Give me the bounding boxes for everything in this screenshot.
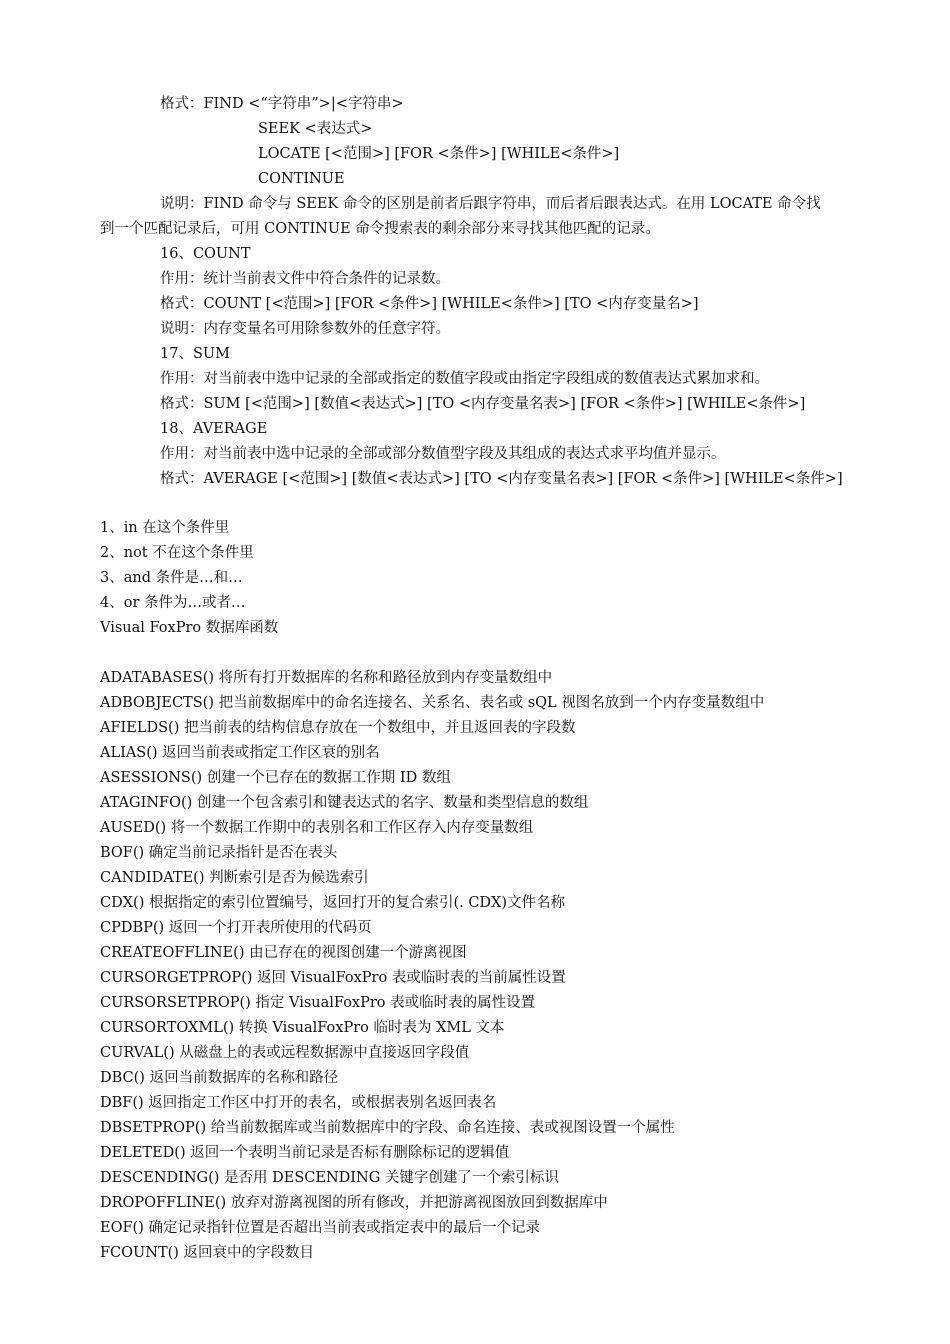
function-line: DESCENDING() 是否用 DESCENDING 关键字创建了一个索引标识 <box>100 1170 559 1186</box>
operator-in: 1、in 在这个条件里 <box>100 520 230 536</box>
sum-format: 格式：SUM [<范围>] [数值<表达式>] [TO <内存变量名表>] [FOR <条件>] [WHILE<条件>] <box>160 396 806 412</box>
function-line: ASESSIONS() 创建一个已存在的数据工作期 ID 数组 <box>100 770 451 786</box>
operator-not: 2、not 不在这个条件里 <box>100 545 254 561</box>
seek-format-line: SEEK <表达式> <box>258 121 373 137</box>
count-description: 说明：内存变量名可用除参数外的任意字符。 <box>160 321 450 337</box>
locate-format-line: LOCATE [<范围>] [FOR <条件>] [WHILE<条件>] <box>258 146 620 162</box>
function-line: ATAGINFO() 创建一个包含索引和键表达式的名字、数量和类型信息的数组 <box>100 795 589 811</box>
count-format: 格式：COUNT [<范围>] [FOR <条件>] [WHILE<条件>] [TO <内存变量名>] <box>160 296 699 312</box>
find-description-line-1: 说明：FIND 命令与 SEEK 命令的区别是前者后跟字符串，而后者后跟表达式。在用 LOCATE 命令找 <box>160 196 821 212</box>
function-line: AUSED() 将一个数据工作期中的表别名和工作区存入内存变量数组 <box>100 820 534 836</box>
function-line: CREATEOFFLINE() 由已存在的视图创建一个游离视图 <box>100 945 467 961</box>
function-line: DBF() 返回指定工作区中打开的表名，或根据表别名返回表名 <box>100 1095 497 1111</box>
function-line: DELETED() 返回一个表明当前记录是否标有删除标记的逻辑值 <box>100 1145 510 1161</box>
function-line: CURSORGETPROP() 返回 VisualFoxPro 表或临时表的当前属性设置 <box>100 970 566 986</box>
average-purpose: 作用：对当前表中选中记录的全部或部分数值型字段及其组成的表达式求平均值并显示。 <box>160 446 726 462</box>
function-line: EOF() 确定记录指针位置是否超出当前表或指定表中的最后一个记录 <box>100 1220 540 1236</box>
operator-or: 4、or 条件为…或者… <box>100 595 246 611</box>
function-line: ADATABASES() 将所有打开数据库的名称和路径放到内存变量数组中 <box>100 670 553 686</box>
section-heading-db-functions: Visual FoxPro 数据库函数 <box>100 620 279 636</box>
function-line: CURSORSETPROP() 指定 VisualFoxPro 表或临时表的属性设置 <box>100 995 536 1011</box>
sum-purpose: 作用：对当前表中选中记录的全部或指定的数值字段或由指定字段组成的数值表达式累加求和。 <box>160 371 769 387</box>
function-line: DROPOFFLINE() 放弃对游离视图的所有修改，并把游离视图放回到数据库中 <box>100 1195 608 1211</box>
count-heading: 16、COUNT <box>160 246 251 262</box>
function-line: ADBOBJECTS() 把当前数据库中的命名连接名、关系名、表名或 sQL 视图名放到一个内存变量数组中 <box>100 695 765 711</box>
find-description-line-2: 到一个匹配记录后，可用 CONTINUE 命令搜索表的剩余部分来寻找其他匹配的记录。 <box>100 221 660 237</box>
find-format-line: 格式：FIND <“字符串”>|<字符串> <box>160 96 404 112</box>
function-line: CURSORTOXML() 转换 VisualFoxPro 临时表为 XML 文本 <box>100 1020 505 1036</box>
function-line: BOF() 确定当前记录指针是否在表头 <box>100 845 338 861</box>
continue-format-line: CONTINUE <box>258 171 345 187</box>
sum-heading: 17、SUM <box>160 346 230 362</box>
function-line: CURVAL() 从磁盘上的表或远程数据源中直接返回字段值 <box>100 1045 470 1061</box>
function-line: ALIAS() 返回当前表或指定工作区衰的别名 <box>100 745 380 761</box>
function-line: CPDBP() 返回一个打开表所使用的代码页 <box>100 920 372 936</box>
average-heading: 18、AVERAGE <box>160 421 268 437</box>
count-purpose: 作用：统计当前表文件中符合条件的记录数。 <box>160 271 450 287</box>
function-line: DBC() 返回当前数据库的名称和路径 <box>100 1070 339 1086</box>
function-line: AFIELDS() 把当前表的结构信息存放在一个数组中，并且返回表的字段数 <box>100 720 576 736</box>
average-format: 格式：AVERAGE [<范围>] [数值<表达式>] [TO <内存变量名表>] [FOR <条件>] [WHILE<条件>] <box>160 471 843 487</box>
function-line: CDX() 根据指定的索引位置编号，返回打开的复合索引(. CDX)文件名称 <box>100 895 566 911</box>
function-line: FCOUNT() 返回衰中的字段数目 <box>100 1245 315 1261</box>
function-line: CANDIDATE() 判断索引是否为候选索引 <box>100 870 369 886</box>
function-line: DBSETPROP() 给当前数据库或当前数据库中的字段、命名连接、表或视图设置一个属性 <box>100 1120 675 1136</box>
operator-and: 3、and 条件是…和… <box>100 570 243 586</box>
